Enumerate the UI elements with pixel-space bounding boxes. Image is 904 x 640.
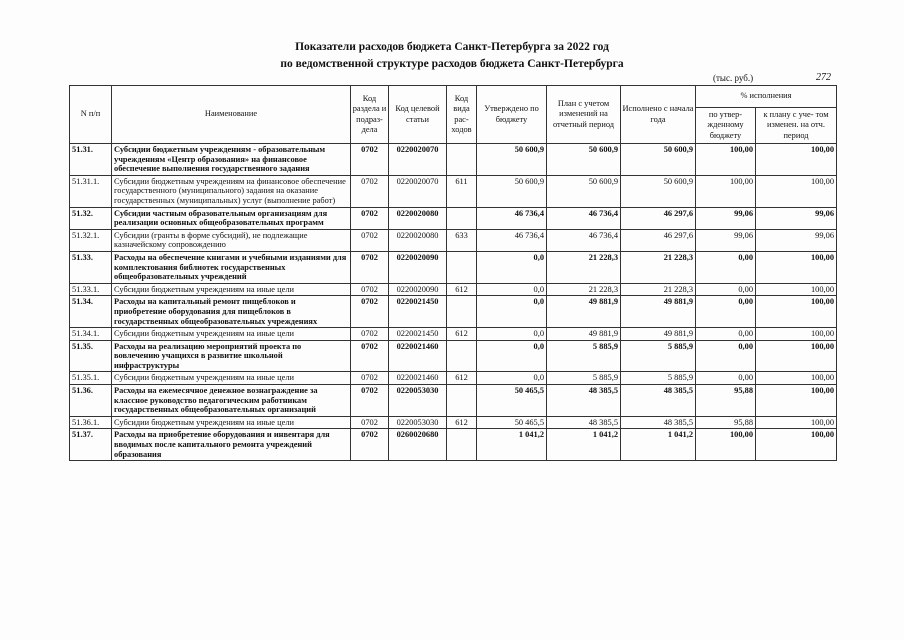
header-executed: Исполнено с начала года: [621, 86, 696, 144]
row-name: Субсидии бюджетным учреждениям на иные цели: [112, 328, 351, 341]
row-pct-plan: 100,00: [756, 283, 837, 296]
row-pct-budget: 0,00: [696, 283, 756, 296]
row-pct-plan: 100,00: [756, 175, 837, 207]
row-plan: 46 736,4: [547, 207, 621, 229]
table-row: [70, 340, 837, 372]
row-num: 51.32.1.: [70, 229, 112, 251]
row-pct-budget: 0,00: [696, 372, 756, 385]
row-executed: 46 297,6: [621, 207, 696, 229]
row-statya: 0220020070: [389, 175, 447, 207]
row-executed: 5 885,9: [621, 340, 696, 372]
row-approved: 0,0: [477, 372, 547, 385]
row-razdel: 0702: [351, 372, 389, 385]
row-executed: 50 600,9: [621, 175, 696, 207]
row-num: 51.36.1.: [70, 416, 112, 429]
row-plan: 48 385,5: [547, 385, 621, 417]
row-razdel: 0702: [351, 229, 389, 251]
row-approved: 0,0: [477, 340, 547, 372]
header-statya: Код целевой статьи: [389, 86, 447, 144]
header-pct-group: % исполнения: [696, 86, 837, 108]
table-row: [70, 328, 837, 341]
row-pct-plan: 100,00: [756, 144, 837, 176]
row-plan: 5 885,9: [547, 372, 621, 385]
row-vid: 612: [447, 416, 477, 429]
document-subtitle: по ведомственной структуре расходов бюджета Санкт-Петербурга: [280, 58, 624, 70]
table-row: [70, 207, 837, 229]
row-razdel: 0702: [351, 296, 389, 328]
row-pct-plan: 100,00: [756, 429, 837, 461]
row-executed: 5 885,9: [621, 372, 696, 385]
row-statya: 0220020080: [389, 207, 447, 229]
row-pct-plan: 100,00: [756, 385, 837, 417]
row-vid: [447, 340, 477, 372]
row-executed: 48 385,5: [621, 416, 696, 429]
table-row: [70, 429, 837, 461]
table-row: [70, 372, 837, 385]
row-razdel: 0702: [351, 429, 389, 461]
row-plan: 50 600,9: [547, 175, 621, 207]
table-row: [70, 385, 837, 417]
header-num: N п/п: [70, 86, 112, 144]
row-vid: 612: [447, 372, 477, 385]
row-pct-plan: 99,06: [756, 229, 837, 251]
row-vid: 633: [447, 229, 477, 251]
row-executed: 46 297,6: [621, 229, 696, 251]
row-pct-budget: 0,00: [696, 340, 756, 372]
table-row: [70, 296, 837, 328]
row-statya: 0220021450: [389, 296, 447, 328]
row-statya: 0220053030: [389, 416, 447, 429]
row-statya: 0220020090: [389, 251, 447, 283]
row-executed: 21 228,3: [621, 251, 696, 283]
row-approved: 50 600,9: [477, 175, 547, 207]
row-num: 51.35.: [70, 340, 112, 372]
row-name: Субсидии (гранты в форме субсидий), не подлежащие казначейскому сопровождению: [112, 229, 351, 251]
row-approved: 46 736,4: [477, 229, 547, 251]
row-vid: [447, 296, 477, 328]
table-row: [70, 251, 837, 283]
row-razdel: 0702: [351, 144, 389, 176]
row-razdel: 0702: [351, 283, 389, 296]
table-body: [70, 144, 837, 461]
row-executed: 50 600,9: [621, 144, 696, 176]
row-approved: 1 041,2: [477, 429, 547, 461]
row-pct-budget: 100,00: [696, 175, 756, 207]
header-vid: Код вида рас- ходов: [447, 86, 477, 144]
row-num: 51.33.1.: [70, 283, 112, 296]
row-razdel: 0702: [351, 328, 389, 341]
row-num: 51.31.1.: [70, 175, 112, 207]
row-pct-plan: 99,06: [756, 207, 837, 229]
row-num: 51.35.1.: [70, 372, 112, 385]
table-row: [70, 283, 837, 296]
row-pct-plan: 100,00: [756, 340, 837, 372]
row-name: Субсидии бюджетным учреждениям на иные цели: [112, 283, 351, 296]
header-razdel: Код раздела и подраз- дела: [351, 86, 389, 144]
row-vid: [447, 385, 477, 417]
row-statya: 0220053030: [389, 385, 447, 417]
row-plan: 46 736,4: [547, 229, 621, 251]
row-pct-budget: 99,06: [696, 207, 756, 229]
row-num: 51.32.: [70, 207, 112, 229]
row-approved: 50 465,5: [477, 385, 547, 417]
budget-table: [69, 85, 837, 461]
row-approved: 46 736,4: [477, 207, 547, 229]
row-approved: 0,0: [477, 328, 547, 341]
table-row: [70, 175, 837, 207]
row-vid: 612: [447, 283, 477, 296]
row-num: 51.36.: [70, 385, 112, 417]
row-executed: 49 881,9: [621, 296, 696, 328]
row-name: Расходы на реализацию мероприятий проекта по вовлечению учащихся в развитие школьной инфраструктуры: [112, 340, 351, 372]
row-pct-budget: 0,00: [696, 328, 756, 341]
row-plan: 1 041,2: [547, 429, 621, 461]
units-label: (тыс. руб.): [713, 73, 754, 83]
row-approved: 0,0: [477, 296, 547, 328]
row-name: Субсидии бюджетным учреждениям на иные цели: [112, 372, 351, 385]
row-plan: 49 881,9: [547, 296, 621, 328]
row-statya: 0220021460: [389, 340, 447, 372]
row-approved: 0,0: [477, 251, 547, 283]
row-pct-plan: 100,00: [756, 296, 837, 328]
row-statya: 0220020090: [389, 283, 447, 296]
row-razdel: 0702: [351, 207, 389, 229]
row-name: Субсидии бюджетным учреждениям на иные цели: [112, 416, 351, 429]
row-razdel: 0702: [351, 251, 389, 283]
row-razdel: 0702: [351, 416, 389, 429]
row-statya: 0220021450: [389, 328, 447, 341]
row-num: 51.34.1.: [70, 328, 112, 341]
row-executed: 48 385,5: [621, 385, 696, 417]
row-statya: 0220020080: [389, 229, 447, 251]
header-pct-budget: по утвер- жденному бюджету: [696, 108, 756, 144]
row-plan: 50 600,9: [547, 144, 621, 176]
row-plan: 5 885,9: [547, 340, 621, 372]
row-statya: 0220020070: [389, 144, 447, 176]
table-row: [70, 416, 837, 429]
row-statya: 0260020680: [389, 429, 447, 461]
row-num: 51.31.: [70, 144, 112, 176]
header-name: Наименование: [112, 86, 351, 144]
row-executed: 1 041,2: [621, 429, 696, 461]
row-statya: 0220021460: [389, 372, 447, 385]
row-pct-plan: 100,00: [756, 372, 837, 385]
row-pct-budget: 95,88: [696, 416, 756, 429]
row-name: Расходы на обеспечение книгами и учебными изданиями для комплектования библиотек государственных общеобразовательных учреждений: [112, 251, 351, 283]
page-number: 272: [816, 72, 831, 83]
row-pct-budget: 0,00: [696, 296, 756, 328]
row-vid: 612: [447, 328, 477, 341]
row-pct-budget: 99,06: [696, 229, 756, 251]
row-vid: 611: [447, 175, 477, 207]
row-vid: [447, 429, 477, 461]
row-razdel: 0702: [351, 340, 389, 372]
header-pct-plan: к плану с уче- том изменен. на отч. период: [756, 108, 837, 144]
header-plan: План с учетом изменений на отчетный период: [547, 86, 621, 144]
row-approved: 50 465,5: [477, 416, 547, 429]
row-pct-budget: 0,00: [696, 251, 756, 283]
row-pct-plan: 100,00: [756, 251, 837, 283]
row-num: 51.37.: [70, 429, 112, 461]
row-plan: 48 385,5: [547, 416, 621, 429]
table-row: [70, 229, 837, 251]
row-name: Расходы на ежемесячное денежное вознаграждение за классное руководство педагогическим работникам государственных общеобразовательных организаций: [112, 385, 351, 417]
row-name: Субсидии бюджетным учреждениям - образовательным учреждениям «Центр образования» на финансовое обеспечение выполнения государственного задания: [112, 144, 351, 176]
row-vid: [447, 251, 477, 283]
row-executed: 49 881,9: [621, 328, 696, 341]
row-pct-budget: 100,00: [696, 144, 756, 176]
row-plan: 21 228,3: [547, 283, 621, 296]
row-pct-budget: 100,00: [696, 429, 756, 461]
row-razdel: 0702: [351, 385, 389, 417]
row-razdel: 0702: [351, 175, 389, 207]
row-plan: 49 881,9: [547, 328, 621, 341]
row-executed: 21 228,3: [621, 283, 696, 296]
row-pct-plan: 100,00: [756, 416, 837, 429]
row-num: 51.33.: [70, 251, 112, 283]
document-title: Показатели расходов бюджета Санкт-Петербурга за 2022 год: [295, 41, 609, 53]
row-vid: [447, 144, 477, 176]
row-name: Расходы на капитальный ремонт пищеблоков и приобретение оборудования для пищеблоков в государственных общеобразовательных учреждениях: [112, 296, 351, 328]
row-pct-budget: 95,88: [696, 385, 756, 417]
row-name: Субсидии бюджетным учреждениям на финансовое обеспечение государственного (муниципального) задания на оказание государственных (муниципальных) услуг (выполнение работ): [112, 175, 351, 207]
row-num: 51.34.: [70, 296, 112, 328]
header-approved: Утверждено по бюджету: [477, 86, 547, 144]
row-approved: 50 600,9: [477, 144, 547, 176]
row-name: Субсидии частным образовательным организациям для реализации основных общеобразовательных программ: [112, 207, 351, 229]
row-plan: 21 228,3: [547, 251, 621, 283]
table-row: [70, 144, 837, 176]
row-name: Расходы на приобретение оборудования и инвентаря для вводимых после капитального ремонта учреждений образования: [112, 429, 351, 461]
row-vid: [447, 207, 477, 229]
row-approved: 0,0: [477, 283, 547, 296]
row-pct-plan: 100,00: [756, 328, 837, 341]
